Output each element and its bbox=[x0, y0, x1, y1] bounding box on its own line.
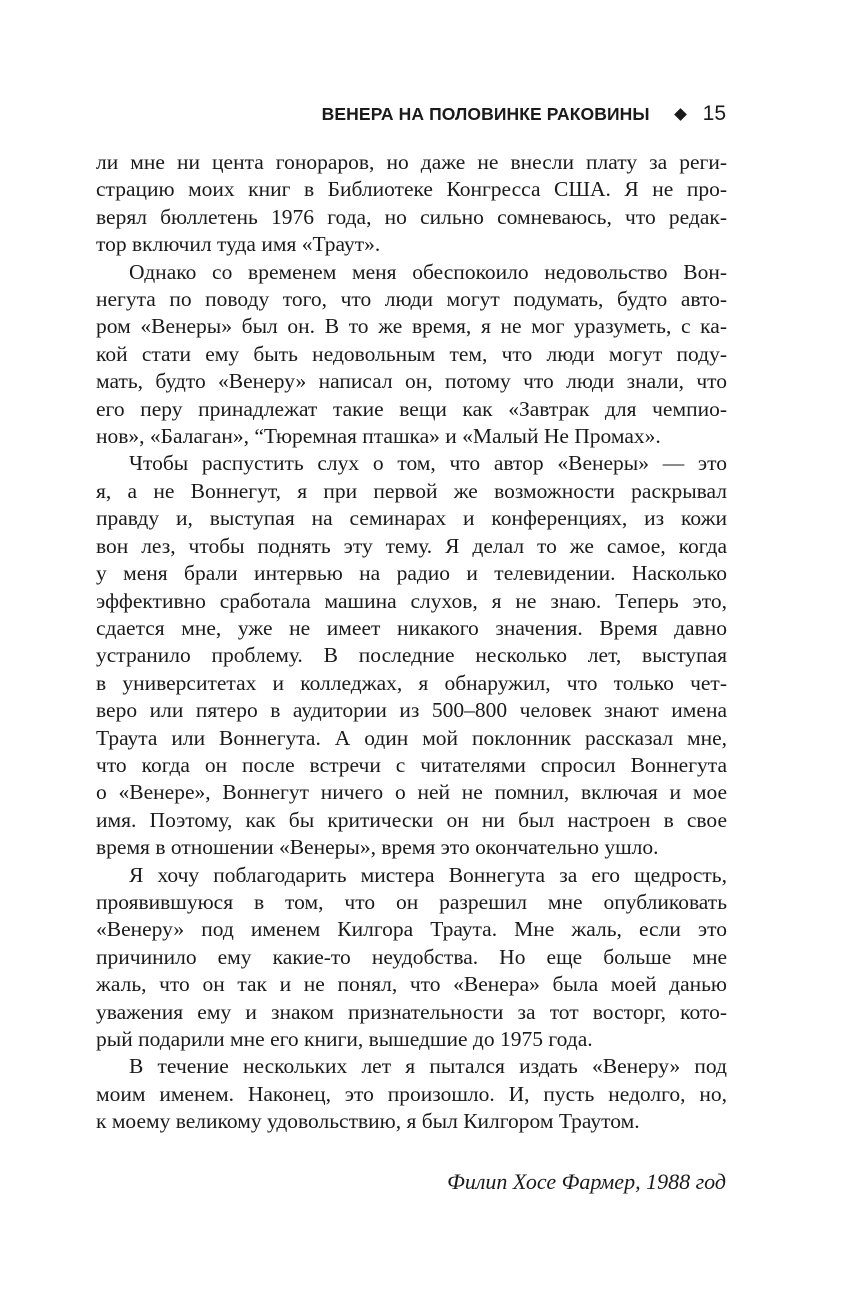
text-line: время в отношении «Венеры», время это окончательно ушло. bbox=[96, 835, 659, 860]
text-line: «Венеру» под именем Килгора Траута. Мне жаль, если это bbox=[96, 917, 727, 942]
text-line: тор включил туда имя «Траут». bbox=[96, 232, 381, 257]
text-line: мать, будто «Венеру» написал он, потому что люди знали, что bbox=[96, 369, 727, 394]
text-line: верял бюллетень 1976 года, но сильно сомневаюсь, что редак- bbox=[96, 204, 727, 229]
text-line: его перу принадлежат такие вещи как «Завтрак для чемпио- bbox=[96, 396, 727, 421]
running-head bbox=[96, 99, 726, 129]
body-text bbox=[96, 149, 727, 1136]
text-line: ром «Венеры» был он. В то же время, я не мог уразуметь, с ка- bbox=[96, 314, 727, 339]
text-line: у меня брали интервью на радио и телевидении. Насколько bbox=[96, 561, 727, 586]
text-line: Я хочу поблагодарить мистера Воннегута за его щедрость, bbox=[129, 862, 727, 887]
author-signature: Филип Хосе Фармер, 1988 год bbox=[447, 1169, 726, 1194]
text-line: что когда он после встречи с читателями спросил Воннегута bbox=[96, 752, 727, 777]
paragraph bbox=[96, 450, 727, 861]
text-line: кой стати ему быть недовольным тем, что люди могут поду- bbox=[96, 341, 727, 366]
text-line: Чтобы распустить слух о том, что автор «Венеры» — это bbox=[129, 451, 727, 476]
paragraph bbox=[96, 149, 727, 259]
text-line: нов», «Балаган», “Тюремная пташка» и «Малый Не Промах». bbox=[96, 424, 661, 449]
text-line: негута по поводу того, что люди могут подумать, будто авто- bbox=[96, 287, 727, 312]
text-line: веро или пятеро в аудитории из 500–800 человек знают имена bbox=[96, 698, 727, 723]
text-line: вон лез, чтобы поднять эту тему. Я делал то же самое, когда bbox=[96, 533, 727, 558]
text-line: жаль, что он так и не понял, что «Венера» была моей данью bbox=[96, 972, 727, 997]
text-line: эффективно сработала машина слухов, я не знаю. Теперь это, bbox=[96, 588, 727, 613]
paragraph bbox=[96, 1053, 727, 1135]
text-line: Траута или Воннегута. А один мой поклонник рассказал мне, bbox=[96, 725, 727, 750]
text-line: в университетах и колледжах, я обнаружил, что только чет- bbox=[96, 670, 727, 695]
text-line: причинило ему какие-то неудобства. Но еще больше мне bbox=[96, 944, 727, 969]
text-line: В течение нескольких лет я пытался издать «Венеру» под bbox=[129, 1054, 727, 1079]
text-line: проявившуюся в том, что он разрешил мне опубликовать bbox=[96, 889, 727, 914]
text-line: о «Венере», Воннегут ничего о ней не помнил, включая и мое bbox=[96, 780, 727, 805]
text-line: сдается мне, уже не имеет никакого значения. Время давно bbox=[96, 615, 727, 640]
text-line: правду и, выступая на семинарах и конференциях, из кожи bbox=[96, 506, 727, 531]
text-line: страцию моих книг в Библиотеке Конгресса США. Я не про- bbox=[96, 177, 727, 202]
text-line: Однако со временем меня обеспокоило недовольство Вон- bbox=[129, 259, 727, 284]
text-line: рый подарили мне его книги, вышедшие до 1975 года. bbox=[96, 1027, 593, 1051]
text-line: имя. Поэтому, как бы критически он ни был настроен в свое bbox=[96, 807, 727, 832]
paragraph bbox=[96, 259, 727, 451]
text-line: устранило проблему. В последние несколько лет, выступая bbox=[96, 643, 727, 668]
diamond-ornament-icon bbox=[674, 108, 687, 121]
text-line: уважения ему и знаком признательности за тот восторг, кото- bbox=[96, 999, 727, 1024]
page-number: 15 bbox=[702, 102, 726, 125]
text-line: к моему великому удовольствию, я был Килгором Траутом. bbox=[96, 1109, 640, 1134]
running-title: ВЕНЕРА НА ПОЛОВИНКЕ РАКОВИНЫ bbox=[321, 103, 650, 124]
text-line: я, а не Воннегут, я при первой же возможности раскрывал bbox=[96, 478, 727, 503]
text-line: ли мне ни цента гонораров, но даже не внесли плату за реги- bbox=[96, 150, 727, 174]
paragraph bbox=[96, 862, 727, 1054]
text-line: моим именем. Наконец, это произошло. И, пусть недолго, но, bbox=[96, 1081, 727, 1106]
